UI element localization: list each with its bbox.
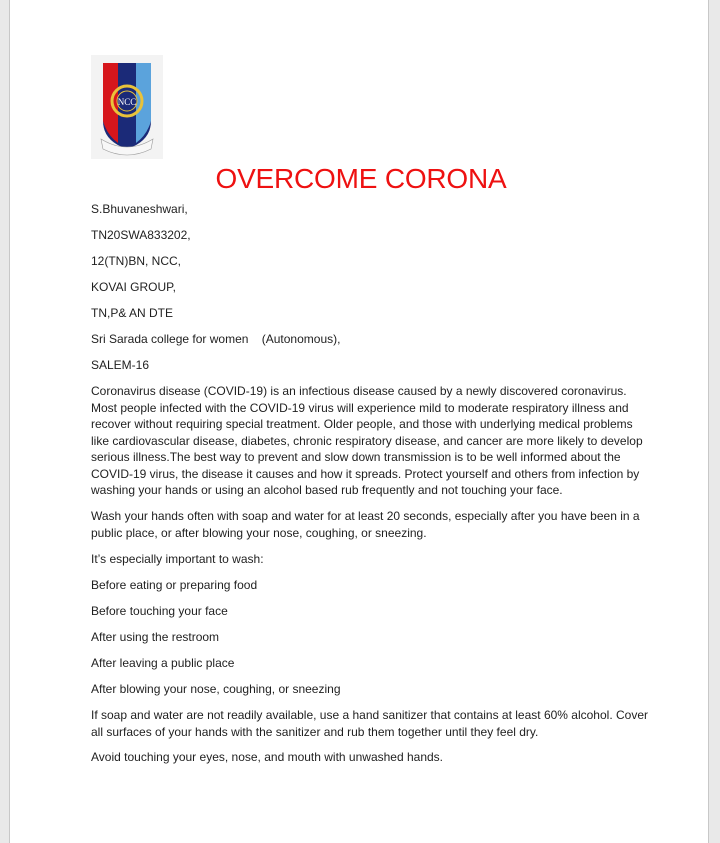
author-line: TN20SWA833202, (91, 228, 191, 242)
author-line: KOVAI GROUP, (91, 280, 176, 294)
author-line: S.Bhuvaneshwari, (91, 202, 188, 216)
document-title: OVERCOME CORONA (215, 163, 507, 194)
author-line: 12(TN)BN, NCC, (91, 254, 182, 268)
list-item: Before touching your face (91, 604, 228, 618)
list-item: After blowing your nose, coughing, or sneezing (91, 682, 341, 696)
author-line: TN,P& AN DTE (91, 306, 174, 320)
body-paragraph: It’s especially important to wash: (91, 552, 264, 566)
body-paragraph: If soap and water are not readily available, use a hand sanitizer that contains at least 60% alcohol. Cover all surfaces of your hands with the sanitizer and rub them together until they feel dry. (91, 708, 648, 739)
document-page (9, 0, 709, 843)
list-item: After using the restroom (91, 630, 220, 644)
list-item: Before eating or preparing food (91, 578, 258, 592)
logo-text: NCC (117, 97, 137, 107)
author-line: Sri Sarada college for women (Autonomous), (91, 332, 341, 346)
author-line: SALEM-16 (91, 358, 150, 372)
ncc-logo (91, 55, 163, 159)
body-paragraph: Coronavirus disease (COVID-19) is an infectious disease caused by a newly discovered coronavirus. Most people infected with the COVID-19 virus will experience mild to moderate respiratory illness and recover without requiring special treatment. Older people, and those with underlying medical problems like cardiovascular disease, diabetes, chronic respiratory disease, and cancer are more likely to develop serious illness.The best way to prevent and slow down transmission is to be well informed about the COVID-19 virus, the disease it causes and how it spreads. Protect yourself and others from infection by washing your hands or using an alcohol based rub frequently and not touching your face. (91, 384, 643, 497)
list-item: After leaving a public place (91, 656, 235, 670)
body-paragraph: Avoid touching your eyes, nose, and mouth with unwashed hands. (91, 750, 444, 764)
body-paragraph: Wash your hands often with soap and water for at least 20 seconds, especially after you have been in a public place, or after blowing your nose, coughing, or sneezing. (91, 509, 640, 540)
